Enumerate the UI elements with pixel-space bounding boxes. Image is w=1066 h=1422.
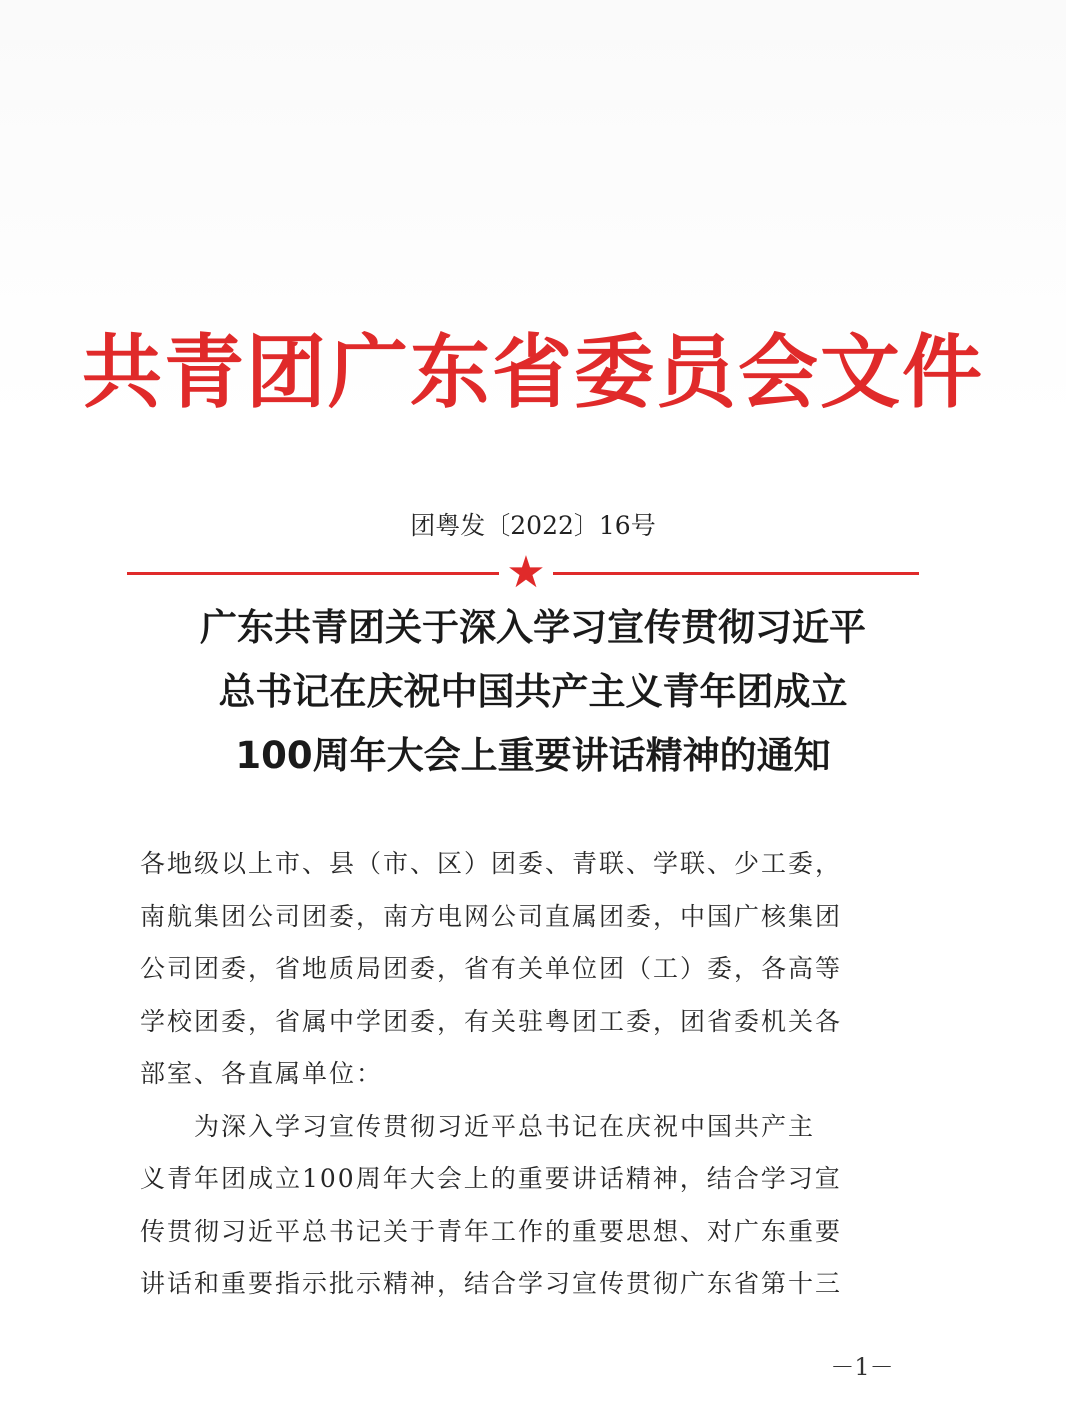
body-line: 各地级以上市、县（市、区）团委、青联、学联、少工委，: [140, 849, 843, 878]
body-line: 为深入学习宣传贯彻习近平总书记在庆祝中国共产主: [140, 1111, 816, 1141]
title-line: 广东共青团关于深入学习宣传贯彻习近平: [200, 606, 866, 649]
notice-title: [0, 596, 1066, 788]
body-line: 传贯彻习近平总书记关于青年工作的重要思想、对广东重要: [140, 1216, 843, 1246]
page-number: －1－: [830, 1353, 894, 1381]
title-line: 总书记在庆祝中国共产主义青年团成立: [218, 670, 848, 713]
masthead-title: 共青团广东省委员会文件: [82, 326, 984, 419]
body-line: 南航集团公司团委，南方电网公司直属团委，中国广核集团: [140, 901, 843, 931]
separator-line-left: [127, 572, 499, 575]
title-line: 100周年大会上重要讲话精神的通知: [235, 734, 831, 777]
document-number: 团粤发〔2022〕16号: [410, 511, 656, 540]
body-line: 义青年团成立100周年大会上的重要讲话精神，结合学习宣: [140, 1164, 842, 1193]
body-text: [140, 838, 900, 1311]
body-line: 公司团委，省地质局团委，省有关单位团（工）委，各高等: [140, 954, 843, 983]
body-line: 部室、各直属单位：: [140, 1059, 384, 1088]
red-separator: [127, 547, 919, 598]
body-line: 讲话和重要指示批示精神，结合学习宣传贯彻广东省第十三: [140, 1269, 843, 1298]
separator-line-right: [553, 572, 919, 575]
star-icon: ★: [506, 547, 546, 598]
body-line: 学校团委，省属中学团委，有关驻粤团工委，团省委机关各: [140, 1006, 843, 1036]
